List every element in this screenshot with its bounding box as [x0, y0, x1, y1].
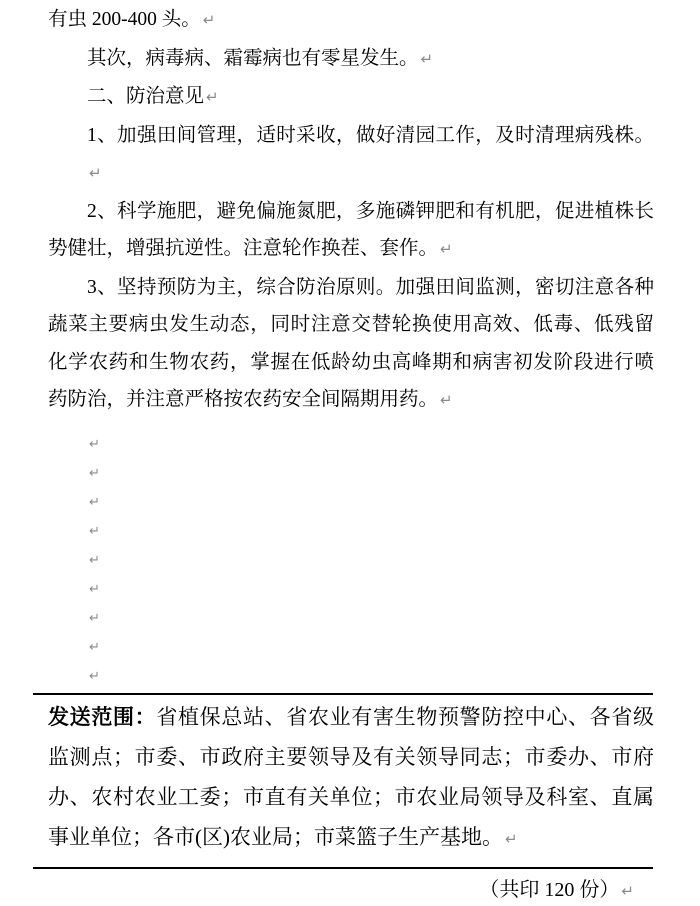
paragraph-mark-icon: ↵ [89, 639, 100, 655]
text-line [48, 344, 654, 382]
paragraph-mark-icon: ↵ [89, 581, 100, 597]
empty-line [48, 486, 654, 515]
text-line [48, 817, 654, 859]
text-line [48, 697, 654, 737]
text-line [48, 381, 654, 420]
paragraph-mark-icon: ↵ [89, 668, 100, 684]
distribution-text: 省植保总站、省农业有害生物预警防控中心、各省级 [156, 704, 655, 729]
text-line [48, 117, 654, 193]
text-line [48, 1, 654, 40]
paragraph-mark-icon: ↵ [202, 11, 216, 29]
empty-line [48, 457, 654, 486]
paragraph-mark-icon: ↵ [89, 436, 100, 452]
paragraph-mark-icon: ↵ [89, 523, 100, 539]
empty-line [48, 573, 654, 602]
paragraph-text: 蔬菜主要病虫发生动态，同时注意交替轮换使用高效、低毒、低残留 [48, 314, 654, 335]
distribution-text: 事业单位；各市(区)农业局；市菜篮子生产基地。 [48, 824, 503, 849]
paragraph-text: 1、加强田间管理，适时采收，做好清园工作，及时清理病残株。 [87, 124, 654, 146]
paragraph [48, 117, 654, 193]
distribution-label: 发送范围： [48, 704, 157, 729]
paragraph [48, 1, 654, 40]
paragraph-text: 有虫 200-400 头。 [48, 9, 201, 30]
paragraph-mark-icon: ↵ [420, 49, 434, 68]
print-count-text: （共印 120 份） [479, 878, 620, 901]
print-count-line [48, 875, 654, 906]
text-line [48, 40, 654, 79]
paragraph-text: 化学农药和生物农药，掌握在低龄幼虫高峰期和病害初发阶段进行喷 [48, 351, 654, 373]
paragraph-mark-icon: ↵ [89, 610, 100, 626]
paragraph-text: 2、科学施肥，避免偏施氮肥，多施磷钾肥和有机肥，促进植株长 [87, 200, 654, 222]
paragraph [48, 78, 654, 117]
paragraph [48, 40, 654, 79]
section-heading: 二、防治意见 [87, 86, 205, 107]
paragraph-text: 3、坚持预防为主，综合防治原则。加强田间监测，密切注意各种 [87, 276, 654, 298]
text-line [48, 737, 654, 777]
distribution-text: 办、农村农业工委；市直有关单位；市农业局领导及科室、直属 [48, 784, 654, 809]
distribution-text: 监测点；市委、市政府主要领导及有关领导同志；市委办、市府 [48, 744, 654, 769]
paragraph [48, 193, 654, 269]
paragraph-mark-icon: ↵ [89, 494, 100, 510]
empty-line [48, 631, 654, 660]
empty-line [48, 428, 654, 457]
text-line [48, 306, 654, 344]
paragraph-mark-icon: ↵ [621, 881, 634, 900]
paragraph-mark-icon: ↵ [89, 465, 100, 481]
empty-line [48, 544, 654, 573]
paragraph [48, 269, 654, 420]
paragraph-text: 其次，病毒病、霜霉病也有零星发生。 [87, 47, 419, 69]
empty-line [48, 660, 654, 689]
paragraph-mark-icon: ↵ [440, 240, 453, 258]
paragraph-mark-icon: ↵ [89, 552, 100, 568]
distribution-block [48, 695, 654, 859]
empty-lines [48, 428, 654, 689]
text-line [48, 78, 654, 117]
text-line [48, 230, 654, 269]
paragraph-text: 势健壮，增强抗逆性。注意轮作换茬、套作。 [48, 238, 439, 259]
paragraph-mark-icon: ↵ [206, 88, 219, 106]
distribution-divider-bottom [33, 867, 653, 869]
text-line [48, 777, 654, 817]
empty-line [48, 602, 654, 631]
paragraph-mark-icon: ↵ [505, 829, 518, 848]
paragraph-mark-icon: ↵ [89, 164, 102, 182]
paragraph-mark-icon: ↵ [440, 391, 453, 409]
document-body [48, 0, 654, 689]
paragraph-text: 药防治，并注意严格按农药安全间隔期用药。 [48, 389, 439, 410]
text-line [48, 269, 654, 307]
text-line [48, 193, 654, 231]
empty-line [48, 515, 654, 544]
